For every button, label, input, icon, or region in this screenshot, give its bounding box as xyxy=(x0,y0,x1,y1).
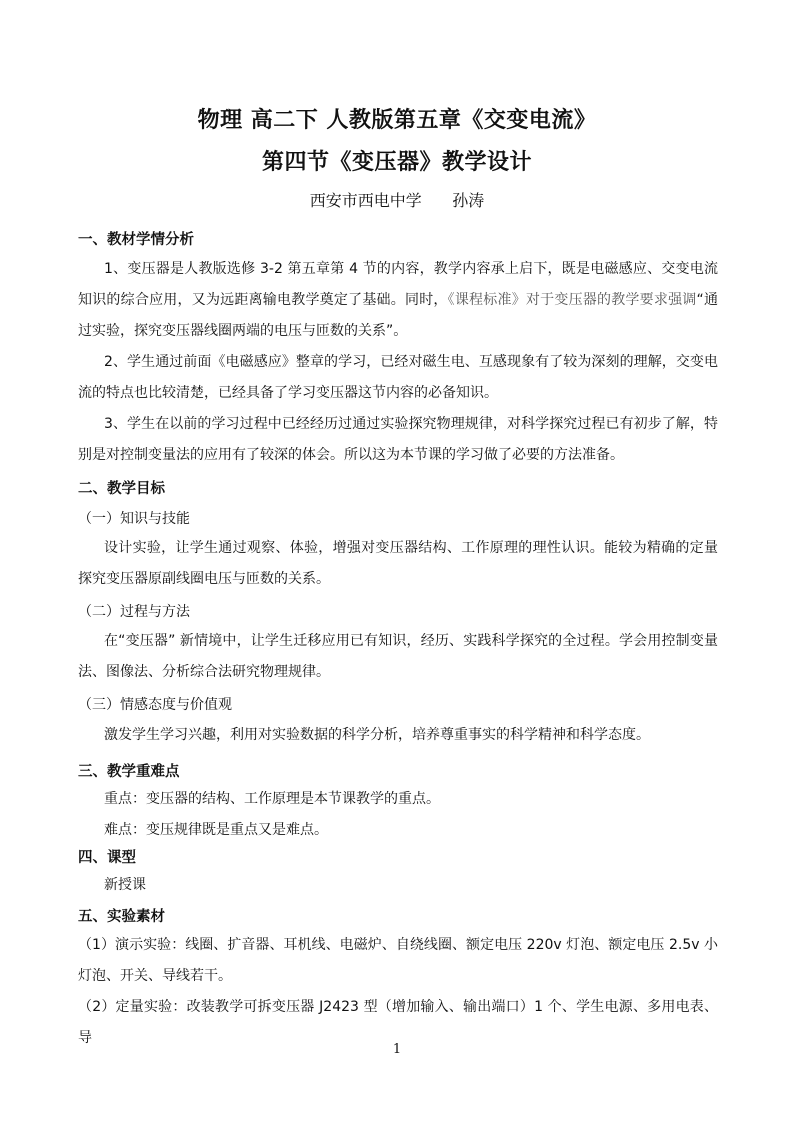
goal-subheading-process: （二）过程与方法 xyxy=(78,604,190,620)
document-subtitle: 第四节《变压器》教学设计 xyxy=(261,150,532,175)
goal-process-text: 在“变压器” 新情境中，让学生迁移应用已有知识，经历、实践科学探究的全过程。学会用控制变量法、图像法、分析综合法研究物理规律。 xyxy=(78,633,718,680)
section-heading-keypoints: 三、教学重难点 xyxy=(78,764,180,780)
materials-item-1: （1）演示实验：线圈、扩音器、耳机线、电磁炉、自绕线圈、额定电压 220v 灯泡、额定电压 2.5v 小灯泡、开关、导线若干。 xyxy=(78,937,718,984)
page-number: 1 xyxy=(392,1042,402,1057)
section-heading-materials: 五、实验素材 xyxy=(78,909,165,925)
analysis-p1-quote: “通过实验，探究变压器线圈两端的电压与匝数的关系”。 xyxy=(78,292,719,339)
goal-subheading-knowledge: （一）知识与技能 xyxy=(78,511,190,527)
goal-knowledge-text: 设计实验，让学生通过观察、体验，增强对变压器结构、工作原理的理性认识。能较为精确的定量探究变压器原副线圈电压与匝数的关系。 xyxy=(78,540,718,587)
key-point-text: 重点：变压器的结构、工作原理是本节课教学的重点。 xyxy=(104,791,440,807)
section-heading-lesson-type: 四、课型 xyxy=(78,850,136,866)
analysis-paragraph-2: 2、学生通过前面《电磁感应》整章的学习，已经对磁生电、互感现象有了较为深刻的理解，交变电流的特点也比较清楚，已经具备了学习变压器这节内容的必备知识。 xyxy=(78,354,718,401)
analysis-p1-standard: 《课程标准》对于变压器的教学要求强调 xyxy=(447,292,697,308)
analysis-paragraph-3: 3、学生在以前的学习过程中已经经历过通过实验探究物理规律，对科学探究过程已有初步了解，特别是对控制变量法的应用有了较深的体会。所以这为本节课的学习做了必要的方法准备。 xyxy=(78,416,718,463)
analysis-paragraph-1 xyxy=(78,254,718,347)
section-heading-analysis: 一、教材学情分析 xyxy=(78,232,194,248)
goal-attitude-text: 激发学生学习兴趣，利用对实验数据的科学分析，培养尊重事实的科学精神和科学态度。 xyxy=(104,727,650,743)
analysis-p1-text: 1、变压器是人教版选修 3-2 第五章第 4 节的内容，教学内容承上启下，既是电磁感应、交变电流知识的综合应用，又为远距离输电教学奠定了基础。同时， xyxy=(78,261,718,308)
goal-subheading-attitude: （三）情感态度与价值观 xyxy=(78,697,232,713)
author-line: 西安市西电中学 孙涛 xyxy=(309,191,485,210)
lesson-type-text: 新授课 xyxy=(104,877,146,893)
materials-item-2: （2）定量实验：改装教学可拆变压器 J2423 型（增加输入、输出端口）1 个、学生电源、多用电表、导 xyxy=(78,999,718,1046)
document-title: 物理 高二下 人教版第五章《交变电流》 xyxy=(197,108,597,133)
section-heading-goals: 二、教学目标 xyxy=(78,481,165,497)
difficult-point-text: 难点：变压规律既是重点又是难点。 xyxy=(104,822,328,838)
